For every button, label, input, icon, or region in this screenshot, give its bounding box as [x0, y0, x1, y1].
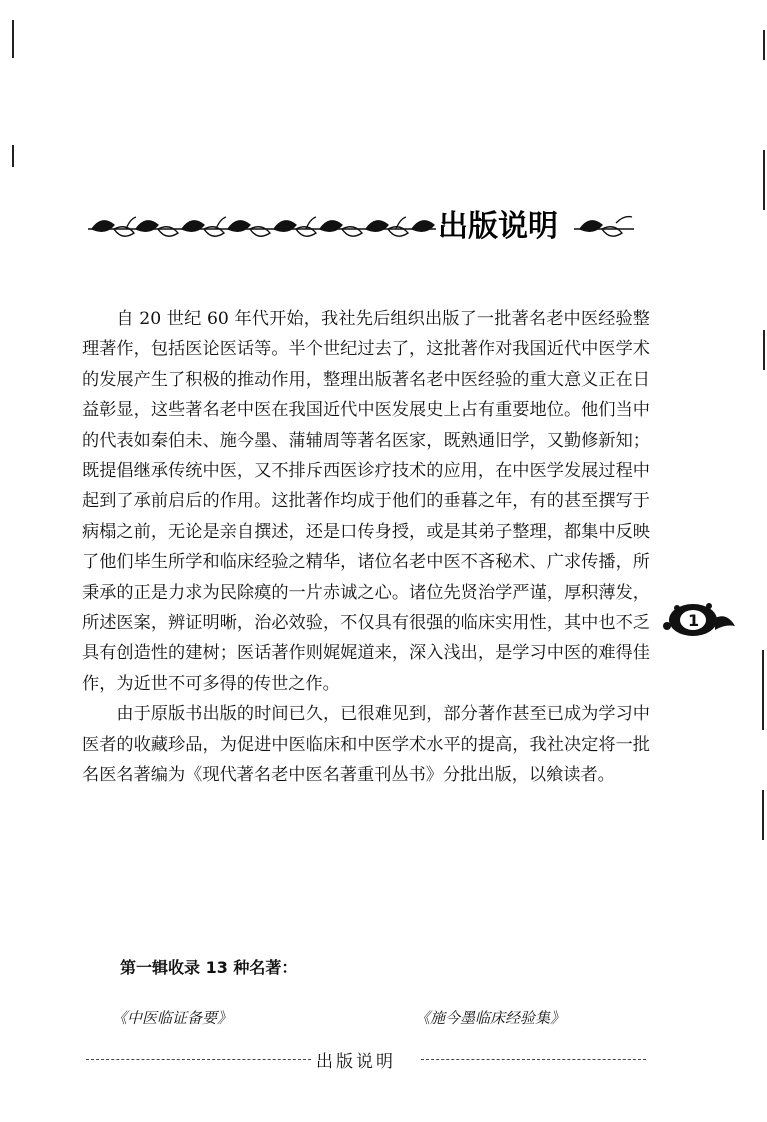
scan-edge-mark — [763, 330, 765, 370]
scan-edge-mark — [12, 145, 14, 167]
scan-edge-mark — [12, 20, 14, 58]
scan-edge-mark — [763, 150, 765, 210]
page-footer — [86, 1047, 646, 1071]
footer-rule — [86, 1059, 311, 1060]
page-title: 出版说明 — [438, 209, 558, 244]
book-title: 《施今墨临床经验集》 — [415, 1009, 566, 1027]
book-title: 《中医临证备要》 — [112, 1009, 233, 1027]
body-text — [82, 304, 650, 791]
footer-title: 出版说明 — [312, 1047, 400, 1072]
scan-edge-mark — [762, 650, 764, 730]
paragraph: 自 20 世纪 60 年代开始，我社先后组织出版了一批著名老中医经验整理著作，包括医论医话等。半个世纪过去了，这批著作对我国近代中医学术的发展产生了积极的推动作用，整理出版著名老中医经验的重大意义正在日益彰显，这些著名老中医在我国近代中医发展史上占有重要地位。他们当中的代表如秦伯未、施今墨、蒲辅周等著名医家，既熟通旧学，又勤修新知；既提倡继承传统中医，又不排斥西医诊疗技术的应用，在中医学发展过程中起到了承前启后的作用。这批著作均成于他们的垂暮之年，有的甚至撰写于病榻之前，无论是亲自撰述，还是口传身授，或是其弟子整理，都集中反映了他们毕生所学和临床经验之精华，诸位名老中医不吝秘术、广求传播，所秉承的正是力求为民除瘼的一片赤诚之心。诸位先贤治学严谨，厚积薄发，所述医案，辨证明晰，治必效验，不仅具有很强的临床实用性，其中也不乏具有创造性的建树；医话著作则娓娓道来，深入浅出，是学习中医的难得佳作，为近世不可多得的传世之作。 — [82, 309, 650, 694]
page-number: 1 — [688, 611, 700, 630]
scan-edge-mark — [762, 790, 764, 840]
collection-heading: 第一辑收录 13 种名著： — [120, 958, 298, 977]
paragraph: 由于原版书出版的时间已久，已很难见到，部分著作甚至已成为学习中医者的收藏珍品，为促进中医临床和中医学术水平的提高，我社决定将一批名医名著编为《现代著名老中医名著重刊丛书》分批出版，以飨读者。 — [82, 704, 650, 786]
footer-rule — [421, 1059, 646, 1060]
section-header — [86, 205, 636, 251]
scan-edge-mark — [763, 30, 765, 60]
